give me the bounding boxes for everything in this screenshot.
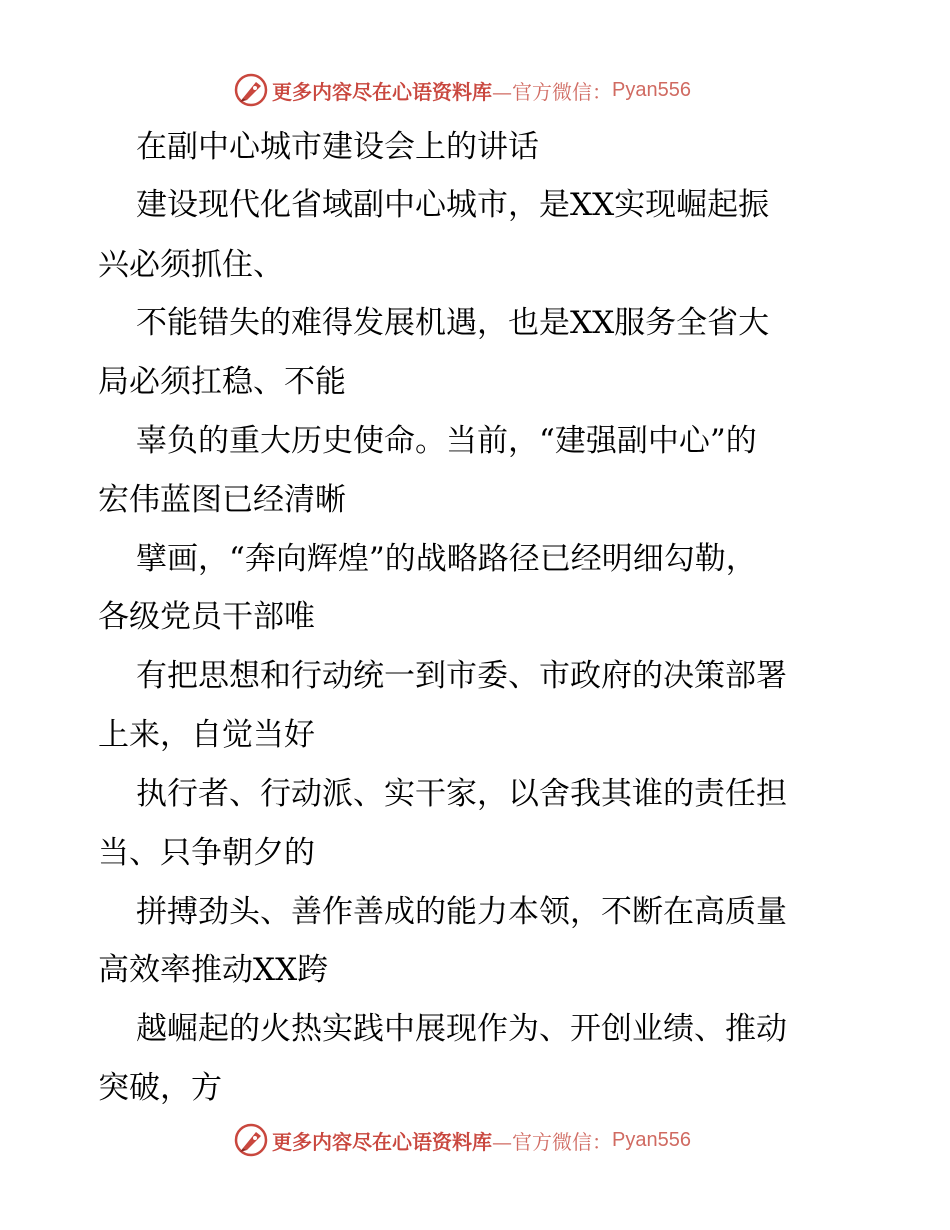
text-line: 高效率推动XX跨 [98, 952, 329, 988]
text-line: 擘画，“奔向辉煌”的战略路径已经明细勾勒， [136, 541, 757, 577]
text-line: 当、只争朝夕的 [98, 835, 315, 871]
text-line: 辜负的重大历史使命。当前，“建强副中心”的 [136, 423, 757, 459]
banner-brand-text: 更多内容尽在心语资料库 [272, 79, 492, 104]
text-line: 兴必须抓住、 [98, 247, 284, 283]
text-line: 越崛起的火热实践中展现作为、开创业绩、推动 [136, 1011, 787, 1047]
banner-official-text: —官方微信： [492, 79, 612, 104]
banner-contact-id: Pyan556 [612, 78, 691, 101]
banner-official-text: —官方微信： [492, 1129, 612, 1154]
text-line: 上来，自觉当好 [98, 717, 315, 753]
document-title: 在副中心城市建设会上的讲话 [136, 129, 539, 165]
text-line: 建设现代化省域副中心城市，是XX实现崛起振 [136, 187, 770, 223]
text-line: 有把思想和行动统一到市委、市政府的决策部署 [136, 658, 787, 694]
text-line: 不能错失的难得发展机遇，也是XX服务全省大 [136, 305, 770, 341]
text-line: 拼搏劲头、善作善成的能力本领，不断在高质量 [136, 894, 787, 930]
pen-nib-logo-icon [234, 73, 268, 107]
banner-contact-id: Pyan556 [612, 1128, 691, 1151]
footer-banner [234, 1122, 691, 1158]
pen-nib-logo-icon [234, 1123, 268, 1157]
banner-brand-text: 更多内容尽在心语资料库 [272, 1129, 492, 1154]
text-line: 执行者、行动派、实干家，以舍我其谁的责任担 [136, 776, 787, 812]
text-line: 突破，方 [98, 1070, 222, 1106]
text-line: 局必须扛稳、不能 [98, 364, 346, 400]
header-banner [234, 72, 691, 108]
text-line: 宏伟蓝图已经清晰 [98, 482, 346, 518]
text-line: 各级党员干部唯 [98, 599, 315, 635]
